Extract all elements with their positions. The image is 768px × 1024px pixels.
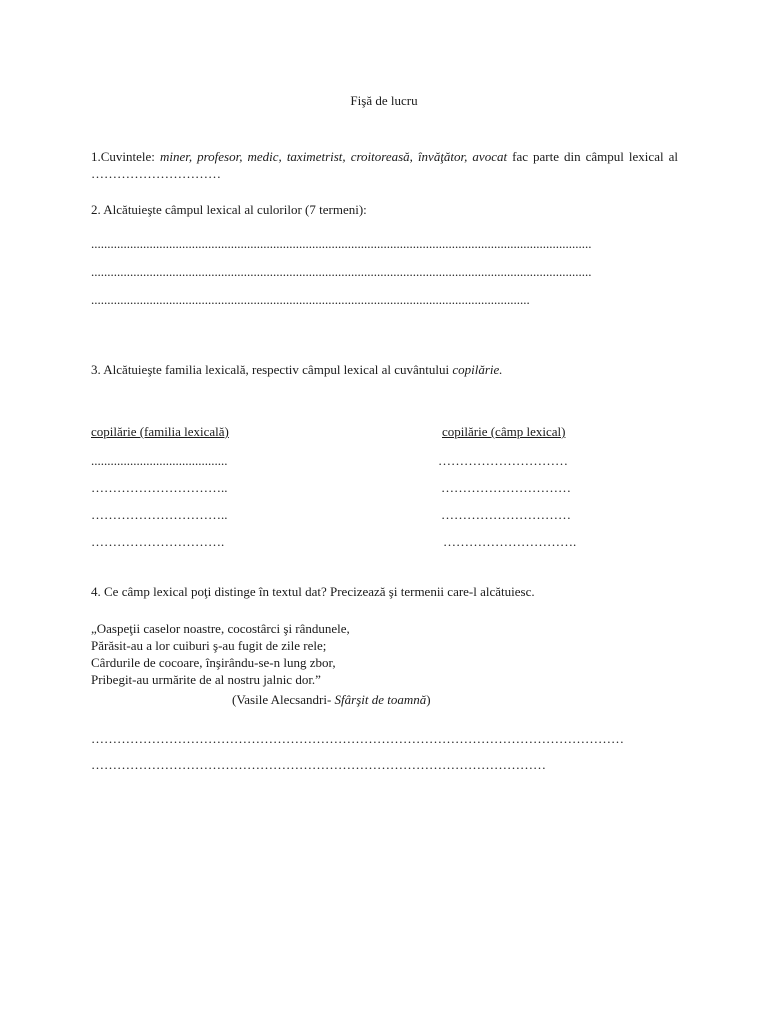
cite-suffix: ): [426, 692, 431, 707]
q1-words: miner, profesor, medic, taximetrist, croitoreasă, învăţător, avocat: [159, 149, 508, 164]
q2-answer-line-3: .......................................................................................................................................: [91, 292, 530, 307]
q3-text: 3. Alcătuieşte familia lexicală, respectiv câmpul lexical al cuvântului: [91, 362, 453, 377]
q3-word: copilărie.: [452, 362, 503, 377]
poem-line-2: Părăsit-au a lor cuiburi ş-au fugit de zile rele;: [91, 638, 327, 653]
col2-header: copilărie (câmp lexical): [442, 424, 566, 439]
cite-title: Sfârşit de toamnă: [334, 692, 427, 707]
page-title: Fişă de lucru: [350, 93, 418, 108]
col2-line-4: ………………………….: [443, 534, 577, 549]
q4-answer-line-2: ……………………………………………………………………………………………: [91, 757, 546, 772]
cite-prefix: (Vasile Alecsandri-: [232, 692, 335, 707]
poem-line-1: „Oaspeţii caselor noastre, cocostârci şi rândunele,: [91, 621, 350, 636]
question-2: 2. Alcătuieşte câmpul lexical al culorilor (7 termeni):: [91, 202, 367, 217]
col1-header: copilărie (familia lexicală): [91, 424, 229, 439]
poem-line-4: Pribegit-au urmărite de al nostru jalnic dor.”: [91, 672, 321, 687]
poem-line-3: Cârdurile de cocoare, înşirându-se-n lung zbor,: [91, 655, 336, 670]
col1-line-3: …………………………..: [91, 507, 228, 522]
q1-blank: …………………………: [91, 166, 221, 181]
poem-citation: [232, 692, 431, 708]
col1-line-1: ..........................................: [91, 453, 228, 468]
question-1: [91, 148, 678, 182]
col1-line-4: ………………………….: [91, 534, 225, 549]
col1-line-2: …………………………..: [91, 480, 228, 495]
q1-prefix: 1.Cuvintele:: [91, 149, 160, 164]
col2-line-3: …………………………: [441, 507, 571, 522]
question-3: [91, 362, 503, 378]
q4-answer-line-1: ……………………………………………………………………………………………………………: [91, 731, 624, 746]
q2-answer-line-2: ..........................................................................................................................................................: [91, 264, 592, 279]
col2-line-2: …………………………: [441, 480, 571, 495]
q1-suffix: fac parte din câmpul lexical al: [507, 149, 678, 164]
col2-line-1: …………………………: [438, 453, 568, 468]
q2-answer-line-1: ..........................................................................................................................................................: [91, 236, 592, 251]
question-4: 4. Ce câmp lexical poţi distinge în textul dat? Precizează şi termenii care-l alcătuiesc.: [91, 584, 535, 599]
